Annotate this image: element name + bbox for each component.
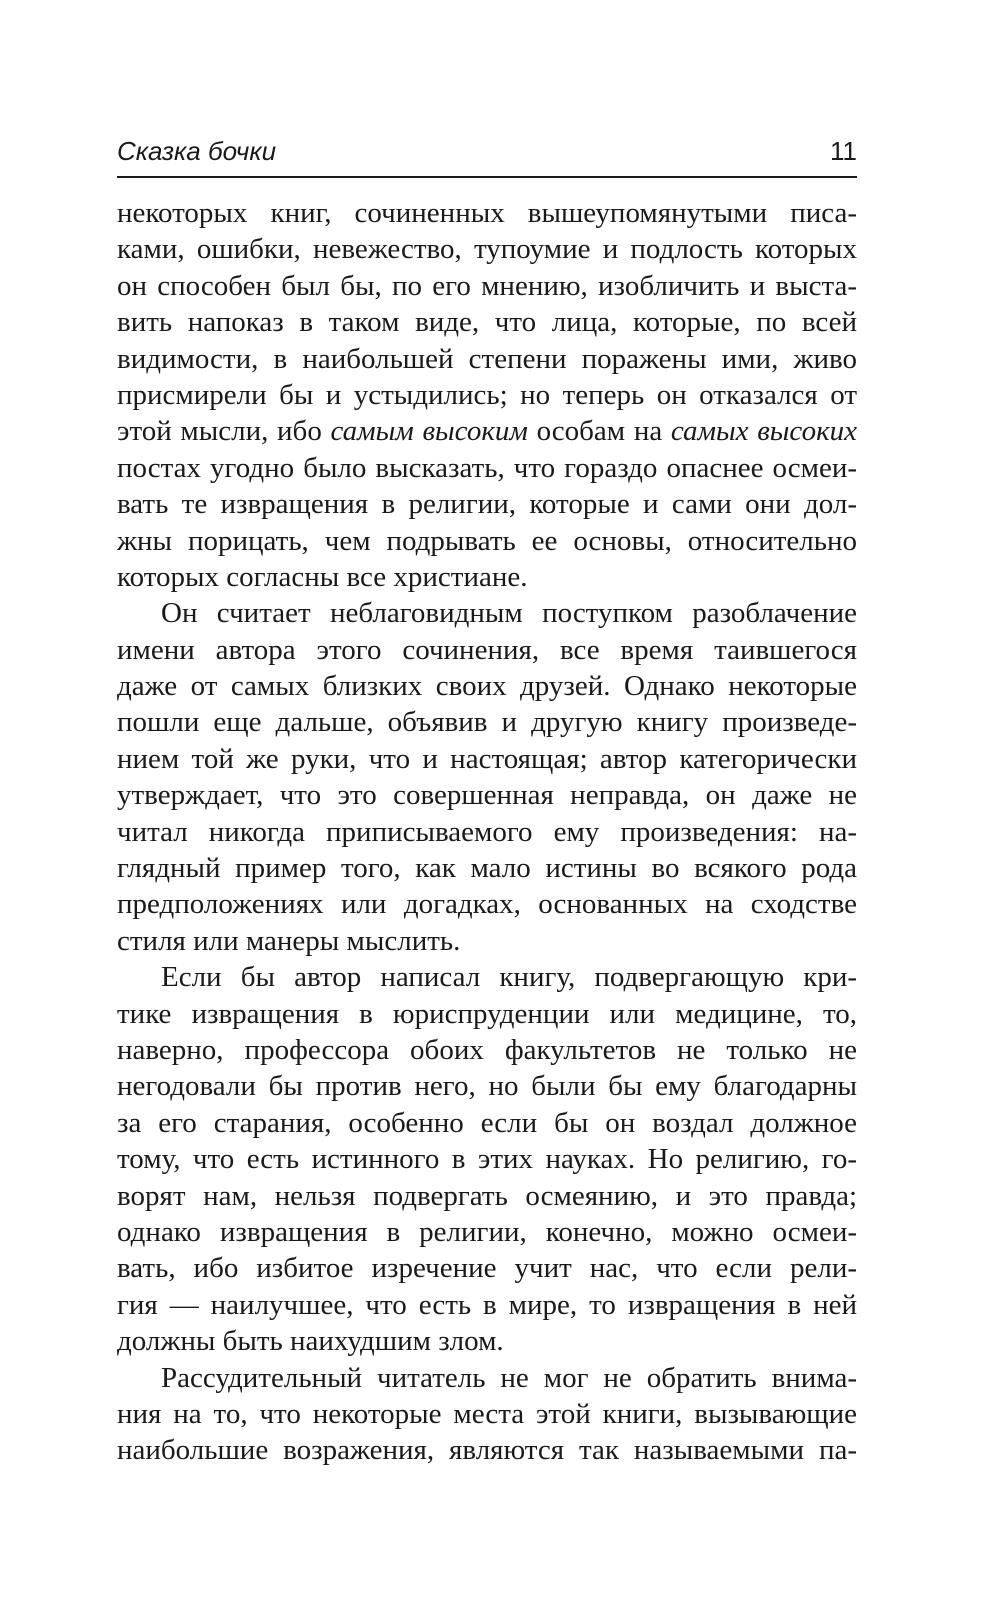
paragraph-1 bbox=[117, 195, 857, 595]
text-line: имени автора этого сочинения, все время таившегося bbox=[117, 633, 857, 666]
paragraph-4 bbox=[117, 1360, 857, 1469]
text-line: нием той же руки, что и настоящая; автор категорически bbox=[117, 742, 857, 775]
text-line: ния на то, что некоторые места этой книги, вызывающие bbox=[117, 1397, 857, 1430]
text-line: Он считает неблаговидным поступком разоблачение bbox=[161, 597, 857, 630]
text-line: за его старания, особенно если бы он воздал должное bbox=[117, 1106, 857, 1139]
text-line: должны быть наихудшим злом. bbox=[117, 1325, 504, 1358]
page-header bbox=[117, 132, 857, 178]
text-line: даже от самых близких своих друзей. Однако некоторые bbox=[117, 670, 857, 703]
text-line: наверно, профессора обоих факультетов не только не bbox=[117, 1033, 857, 1066]
page-number: 11 bbox=[830, 136, 857, 166]
text-line: вить напоказ в таком виде, что лица, которые, по всей bbox=[117, 306, 857, 339]
text-line: жны порицать, чем подрывать ее основы, относительно bbox=[117, 524, 857, 557]
text-line-with-emphasis bbox=[117, 413, 857, 449]
text-line: видимости, в наибольшей степени поражены ими, живо bbox=[117, 342, 857, 375]
text-line: негодовали бы против него, но были бы ему благодарны bbox=[117, 1070, 857, 1103]
text-fragment: этой мысли, ибо bbox=[117, 415, 322, 448]
text-line: читал никогда приписываемого ему произведения: на- bbox=[117, 815, 857, 848]
text-line: ворят нам, нельзя подвергать осмеянию, и это правда; bbox=[117, 1179, 857, 1212]
paragraph-3 bbox=[117, 959, 857, 1359]
text-line: однако извращения в религии, конечно, можно осмеи- bbox=[117, 1215, 857, 1248]
text-line: стиля или манеры мыслить. bbox=[117, 924, 461, 957]
body-text bbox=[117, 195, 857, 1469]
emphasis-text: самых высоких bbox=[670, 415, 858, 448]
text-line: постах угодно было высказать, что гораздо опаснее осмеи- bbox=[117, 451, 857, 484]
text-line: Если бы автор написал книгу, подвергающую кри- bbox=[161, 961, 857, 994]
paragraph-2 bbox=[117, 595, 857, 959]
text-line: тому, что есть истинного в этих науках. Но религию, го- bbox=[117, 1143, 857, 1176]
text-line: ками, ошибки, невежество, тупоумие и подлость которых bbox=[117, 233, 857, 266]
text-line: присмирели бы и устыдились; но теперь он отказался от bbox=[117, 378, 857, 411]
text-line: некоторых книг, сочиненных вышеупомянутыми писа- bbox=[117, 197, 857, 229]
text-line: Рассудительный читатель не мог не обратить внима- bbox=[161, 1361, 857, 1394]
text-line: которых согласны все христиане. bbox=[117, 560, 528, 593]
text-fragment: особам на bbox=[536, 415, 663, 448]
text-line: наибольшие возражения, являются так называемыми па- bbox=[117, 1434, 857, 1467]
text-line: пошли еще дальше, объявив и другую книгу произведе- bbox=[117, 706, 857, 739]
emphasis-text: самым высоким bbox=[330, 415, 528, 448]
text-line: он способен был бы, по его мнению, изобличить и выста- bbox=[117, 269, 857, 302]
text-line: гия — наилучшее, что есть в мире, то извращения в ней bbox=[117, 1288, 857, 1321]
text-line: вать те извращения в религии, которые и сами они дол- bbox=[117, 488, 857, 521]
text-line: вать, ибо избитое изречение учит нас, что если рели- bbox=[117, 1252, 857, 1285]
text-line: утверждает, что это совершенная неправда, он даже не bbox=[117, 779, 857, 812]
text-line: предположениях или догадках, основанных на сходстве bbox=[117, 888, 857, 921]
text-line: глядный пример того, как мало истины во всякого рода bbox=[117, 852, 857, 885]
text-line: тике извращения в юриспруденции или медицине, то, bbox=[117, 997, 857, 1030]
running-title: Сказка бочки bbox=[117, 136, 277, 166]
